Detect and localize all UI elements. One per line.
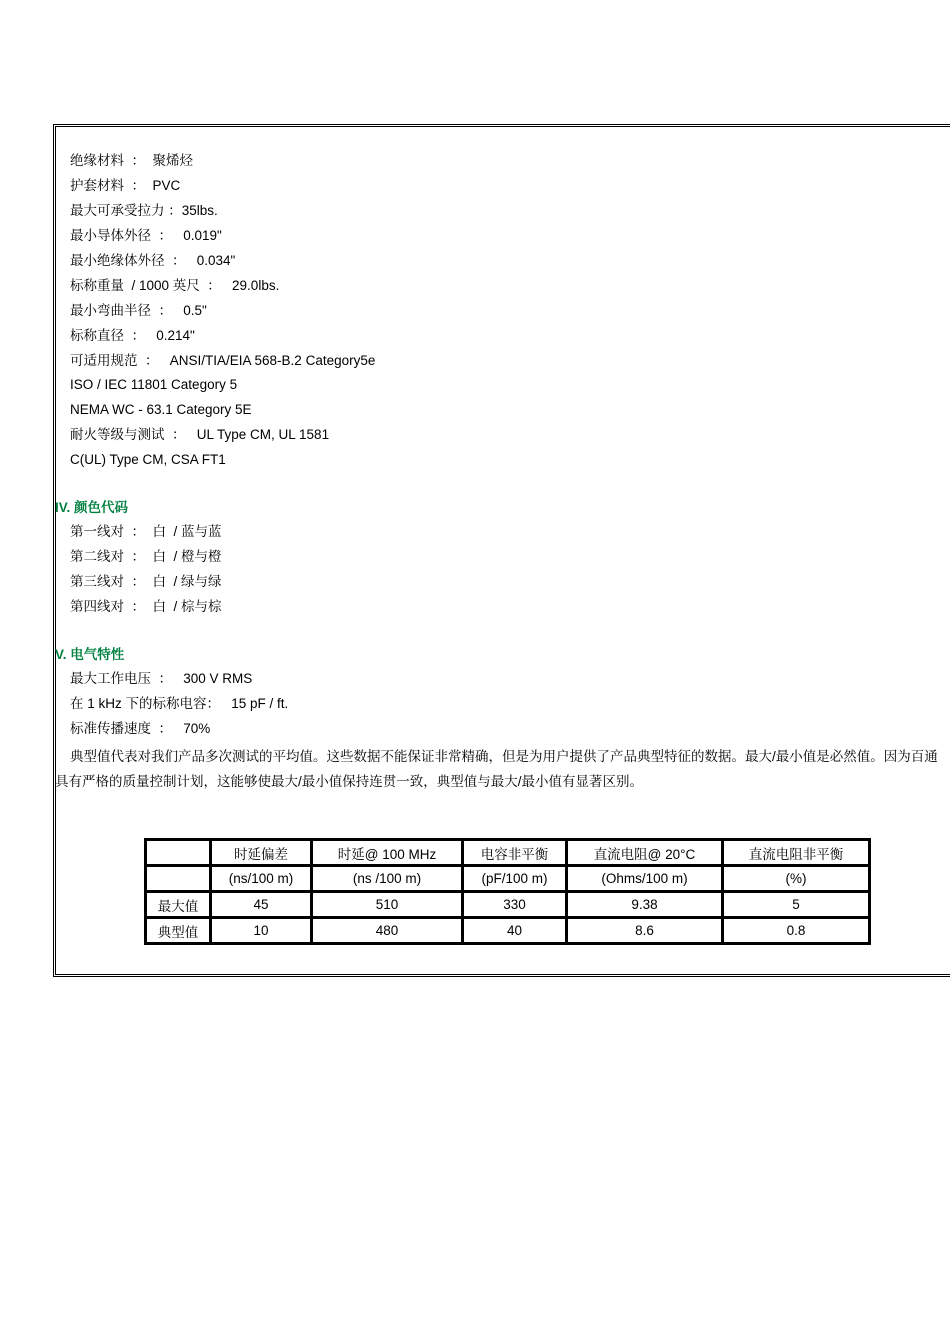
propagation-velocity: 标准传播速度 ： 70% xyxy=(70,721,211,736)
table-cell: (Ohms/100 m) xyxy=(567,866,723,892)
color-code-heading: IV. 颜色代码 xyxy=(55,500,129,515)
table-cell: 时延@ 100 MHz xyxy=(312,840,463,866)
table-cell: 最大值 xyxy=(146,892,211,918)
table-cell: 330 xyxy=(463,892,567,918)
min-insulation-od: 最小绝缘体外径 ： 0.034" xyxy=(70,253,236,268)
insulation-material: 绝缘材料 ： 聚烯烃 xyxy=(70,153,194,168)
table-cell: 5 xyxy=(723,892,869,918)
fire-rating-cul: C(UL) Type CM, CSA FT1 xyxy=(70,452,226,467)
pair-3: 第三线对 ： 白 / 绿与绿 xyxy=(70,574,222,589)
applicable-standards: 可适用规范 ： ANSI/TIA/EIA 568-B.2 Category5e xyxy=(70,353,376,368)
min-bend-radius: 最小弯曲半径 ： 0.5" xyxy=(70,303,207,318)
table-cell: 直流电阻非平衡 xyxy=(723,840,869,866)
table-cell: (pF/100 m) xyxy=(463,866,567,892)
table-cell: (ns /100 m) xyxy=(312,866,463,892)
table-cell: (ns/100 m) xyxy=(211,866,312,892)
table-cell: 10 xyxy=(211,918,312,943)
table-cell: 40 xyxy=(463,918,567,943)
table-header-row xyxy=(146,840,869,866)
electrical-spec-table xyxy=(144,838,871,945)
standard-iso: ISO / IEC 11801 Category 5 xyxy=(70,377,238,392)
jacket-material: 护套材料 ： PVC xyxy=(70,178,181,193)
table-cell: 电容非平衡 xyxy=(463,840,567,866)
max-voltage: 最大工作电压 ： 300 V RMS xyxy=(70,671,253,686)
table-units-row xyxy=(146,866,869,892)
table-cell: (%) xyxy=(723,866,869,892)
table-cell: 480 xyxy=(312,918,463,943)
table-cell: 510 xyxy=(312,892,463,918)
min-conductor-od: 最小导体外径 ： 0.019" xyxy=(70,228,222,243)
table-cell: 9.38 xyxy=(567,892,723,918)
max-tension: 最大可承受拉力 ：35lbs. xyxy=(70,203,218,218)
table-cell: 0.8 xyxy=(723,918,869,943)
table-cell: 直流电阻@ 20°C xyxy=(567,840,723,866)
table-row-max xyxy=(146,892,869,918)
nominal-weight: 标称重量 / 1000 英尺 ： 29.0lbs. xyxy=(70,278,280,293)
fire-rating: 耐火等级与测试 ： UL Type CM, UL 1581 xyxy=(70,427,330,442)
table-cell xyxy=(146,866,211,892)
table-cell: 45 xyxy=(211,892,312,918)
electrical-heading: V. 电气特性 xyxy=(55,647,125,662)
pair-1: 第一线对 ： 白 / 蓝与蓝 xyxy=(70,524,222,539)
table-cell: 时延偏差 xyxy=(211,840,312,866)
table-cell xyxy=(146,840,211,866)
table-cell: 8.6 xyxy=(567,918,723,943)
table-cell: 典型值 xyxy=(146,918,211,943)
pair-2: 第二线对 ： 白 / 橙与橙 xyxy=(70,549,222,564)
standard-nema: NEMA WC - 63.1 Category 5E xyxy=(70,402,252,417)
table-row-typical xyxy=(146,918,869,943)
typical-values-note: 典型值代表对我们产品多次测试的平均值。这些数据不能保证非常精确，但是为用户提供了产品典型特征的数据。最大/最小值是必然值。因为百通具有严格的质量控制计划，这能够使最大/最小值保持连贯一致，典型值与最大/最小值有显著区别。 xyxy=(55,749,938,789)
nominal-diameter: 标称直径 ： 0.214" xyxy=(70,328,195,343)
pair-4: 第四线对 ： 白 / 棕与棕 xyxy=(70,599,222,614)
capacitance: 在 1 kHz 下的标称电容： 15 pF / ft. xyxy=(70,696,289,711)
